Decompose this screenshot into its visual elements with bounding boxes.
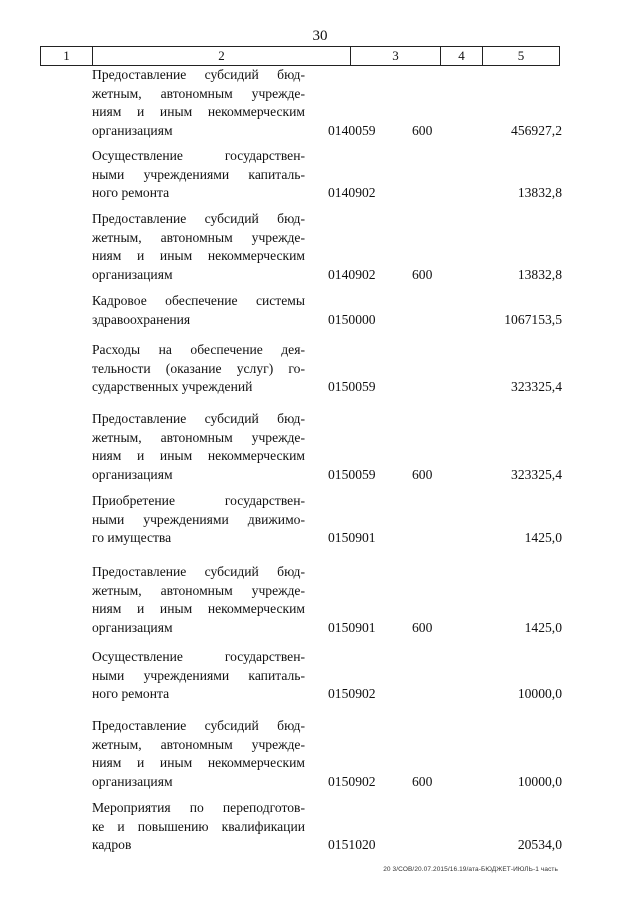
table-row [92, 492, 562, 548]
row-code: 0150059 [328, 379, 376, 394]
row-description: Приобретение государствен- ными учреждениями движимо- го имущества [92, 493, 305, 545]
table-row [92, 147, 562, 203]
row-description: Предоставление субсидий бюд- жетным, автономным учрежде- ниям и иным некоммерческим организациям [92, 211, 305, 282]
row-code: 0140902 [328, 185, 376, 200]
row-description: Осуществление государствен- ными учреждениями капиталь- ного ремонта [92, 148, 305, 200]
row-description: Предоставление субсидий бюд- жетным, автономным учрежде- ниям и иным некоммерческим организациям [92, 718, 305, 789]
header-col-3: 3 [350, 47, 440, 65]
row-amount: 323325,4 [511, 466, 562, 482]
table-row [92, 717, 562, 791]
table-row [92, 410, 562, 484]
row-amount: 1425,0 [524, 530, 562, 545]
page-number: 30 [312, 28, 328, 44]
row-expense-type: 600 [412, 266, 433, 282]
row-expense-type: 600 [412, 619, 433, 635]
table-header [40, 46, 560, 66]
table-row [92, 563, 562, 637]
table-row [92, 341, 562, 397]
header-col-2: 2 [92, 47, 350, 65]
row-amount: 1425,0 [524, 619, 562, 635]
row-description: Расходы на обеспечение дея- тельности (оказание услуг) го- сударственных учреждений [92, 342, 305, 394]
row-description: Предоставление субсидий бюд- жетным, автономным учрежде- ниям и иным некоммерческим организациям [92, 564, 305, 635]
row-expense-type: 600 [412, 773, 433, 789]
row-code: 0140059 [328, 122, 376, 138]
row-description: Мероприятия по переподготов- ке и повышению квалификации кадров [92, 800, 305, 852]
row-code: 0150059 [328, 466, 376, 482]
row-code: 0151020 [328, 837, 376, 852]
row-amount: 13832,8 [517, 266, 562, 282]
header-col-4: 4 [440, 47, 482, 65]
table-row [92, 799, 562, 855]
table-row [92, 210, 562, 284]
table-row [92, 648, 562, 704]
row-code: 0140902 [328, 266, 376, 282]
row-description: Осуществление государствен- ными учреждениями капиталь- ного ремонта [92, 649, 305, 701]
row-code: 0150000 [328, 311, 376, 327]
row-amount: 20534,0 [517, 837, 562, 852]
header-col-5: 5 [482, 47, 560, 65]
row-description: Предоставление субсидий бюд- жетным, автономным учрежде- ниям и иным некоммерческим организациям [92, 411, 305, 482]
row-expense-type: 600 [412, 122, 433, 138]
table-row [92, 66, 562, 140]
row-code: 0150902 [328, 773, 376, 789]
table-row [92, 292, 562, 329]
row-amount: 1067153,5 [504, 311, 562, 327]
row-amount: 456927,2 [511, 122, 562, 138]
row-amount: 10000,0 [517, 686, 562, 701]
row-code: 0150901 [328, 530, 376, 545]
row-description: Кадровое обеспечение системы здравоохранения [92, 293, 305, 327]
row-amount: 10000,0 [517, 773, 562, 789]
footer-stamp: 20 3/СОВ/20.07.2015/16.19/ата-БЮДЖЕТ-ИЮЛЬ-1 часть [383, 866, 558, 873]
row-amount: 13832,8 [517, 185, 562, 200]
row-amount: 323325,4 [511, 379, 562, 394]
row-code: 0150901 [328, 619, 376, 635]
row-expense-type: 600 [412, 466, 433, 482]
row-code: 0150902 [328, 686, 376, 701]
row-description: Предоставление субсидий бюд- жетным, автономным учрежде- ниям и иным некоммерческим организациям [92, 67, 305, 138]
header-col-1: 1 [40, 47, 92, 65]
